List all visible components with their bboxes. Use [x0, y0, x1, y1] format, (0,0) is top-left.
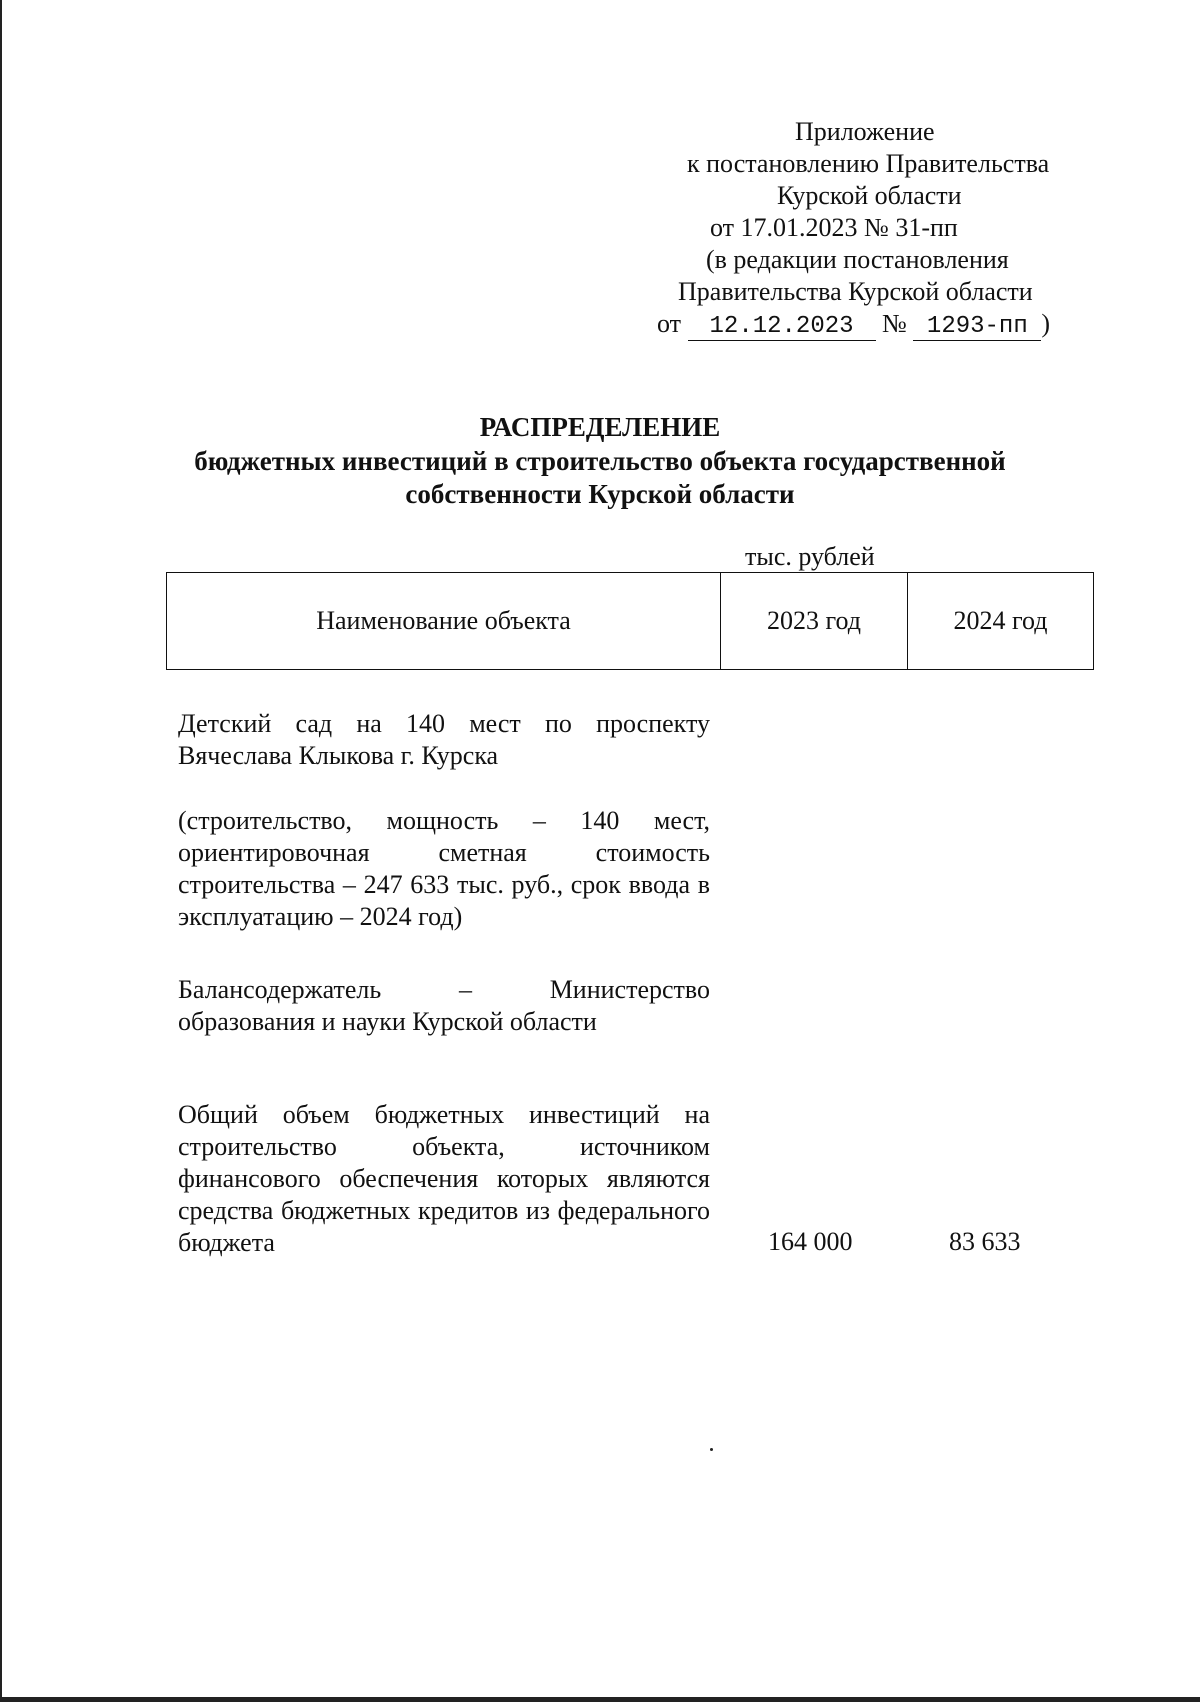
- object-name: Детский сад на 140 мест по проспекту Вячеслава Клыкова г. Курска: [178, 709, 710, 770]
- closing-paren: ): [1041, 309, 1051, 338]
- header-line-3: Курской области: [777, 181, 962, 210]
- value-2024: 83 633: [949, 1227, 1021, 1256]
- unit-label: тыс. рублей: [745, 542, 875, 571]
- total-investment-label: Общий объем бюджетных инвестиций на строительство объекта, источником финансового обеспечения которых являются средства бюджетных кредитов из федерального бюджета: [178, 1100, 710, 1257]
- document-subtitle-2: собственности Курской области: [405, 479, 795, 509]
- document-subtitle-1: бюджетных инвестиций в строительство объекта государственной: [194, 446, 1006, 476]
- amendment-number: 1293-пп: [913, 314, 1041, 341]
- table-header: [166, 572, 1094, 670]
- object-details: (строительство, мощность – 140 мест, ориентировочная сметная стоимость строительства – 247 633 тыс. руб., срок ввода в эксплуатацию – 2024 год): [178, 806, 710, 931]
- scan-speck: [710, 1448, 713, 1451]
- header-object-name: Наименование объекта: [167, 573, 721, 669]
- document-title: РАСПРЕДЕЛЕНИЕ: [479, 412, 721, 442]
- header-line-5: (в редакции постановления: [706, 245, 1009, 274]
- header-line-7: [657, 308, 1050, 341]
- balance-holder: Балансодержатель – Министерство образования и науки Курской области: [178, 975, 710, 1036]
- page-edge-bottom: [0, 1697, 1200, 1702]
- header-2023: 2023 год: [721, 573, 908, 669]
- header-line-4: от 17.01.2023 № 31-пп: [710, 213, 958, 242]
- number-sign: №: [882, 309, 907, 338]
- header-2024: 2024 год: [953, 606, 1048, 635]
- value-2023: 164 000: [768, 1227, 853, 1256]
- header-line-1: Приложение: [795, 117, 935, 146]
- header-line-6: Правительства Курской области: [678, 277, 1033, 306]
- amendment-date: 12.12.2023: [688, 314, 876, 341]
- page-edge-left: [0, 0, 2, 1702]
- header-line-2: к постановлению Правительства: [687, 149, 1050, 178]
- date-prefix: от: [657, 309, 682, 338]
